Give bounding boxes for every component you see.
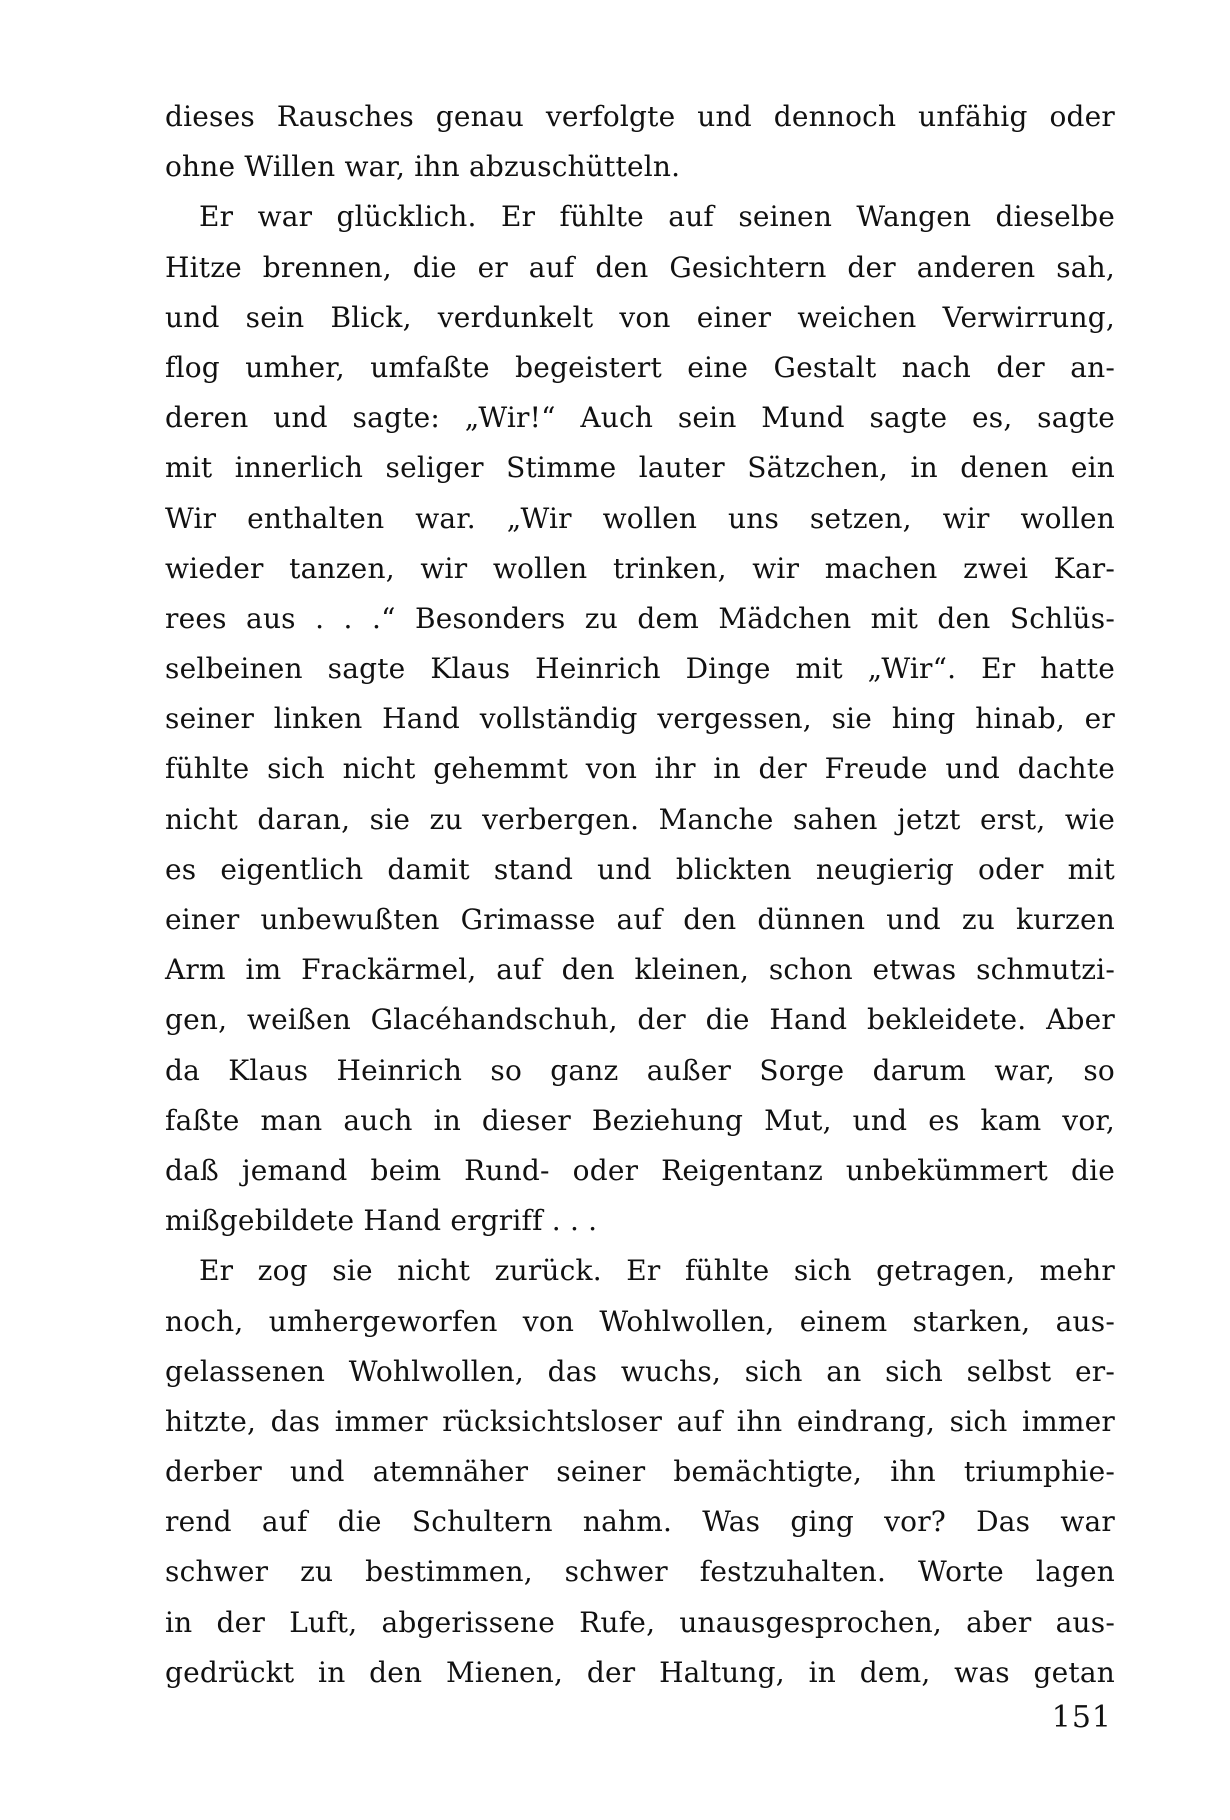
- text-line: Er war glücklich. Er fühlte auf seinen Wangen dieselbe: [199, 200, 1115, 234]
- text-line: wieder tanzen, wir wollen trinken, wir machen zwei Kar-: [165, 551, 1115, 585]
- text-line: dieses Rausches genau verfolgte und dennoch unfähig oder: [165, 100, 1115, 133]
- text-line: hitzte, das immer rücksichtsloser auf ihn eindrang, sich immer: [165, 1404, 1115, 1438]
- text-line: fühlte sich nicht gehemmt von ihr in der Freude und dachte: [165, 752, 1115, 786]
- text-line: in der Luft, abgerissene Rufe, unausgesprochen, aber aus-: [165, 1605, 1115, 1639]
- text-line: rend auf die Schultern nahm. Was ging vor? Das war: [165, 1505, 1115, 1539]
- text-line: Hitze brennen, die er auf den Gesichtern der anderen sah,: [165, 250, 1115, 284]
- text-line: faßte man auch in dieser Beziehung Mut, und es kam vor,: [165, 1103, 1115, 1137]
- text-line: selbeinen sagte Klaus Heinrich Dinge mit „Wir“. Er hatte: [165, 652, 1115, 686]
- text-line: seiner linken Hand vollständig vergessen, sie hing hinab, er: [165, 702, 1115, 736]
- text-line: derber und atemnäher seiner bemächtigte, ihn triumphie-: [165, 1455, 1115, 1489]
- text-line: flog umher, umfaßte begeistert eine Gestalt nach der an-: [165, 350, 1115, 384]
- body-text: [165, 92, 1115, 1698]
- text-line: noch, umhergeworfen von Wohlwollen, einem starken, aus-: [165, 1304, 1115, 1338]
- text-line: nicht daran, sie zu verbergen. Manche sahen jetzt erst, wie: [165, 802, 1115, 836]
- text-line: rees aus . . .“ Besonders zu dem Mädchen mit den Schlüs-: [165, 601, 1115, 635]
- text-line: und sein Blick, verdunkelt von einer weichen Verwirrung,: [165, 300, 1115, 334]
- text-line: ohne Willen war, ihn abzuschütteln.: [165, 150, 681, 184]
- text-line: Wir enthalten war. „Wir wollen uns setzen, wir wollen: [165, 501, 1115, 535]
- page-number: 151: [1051, 1700, 1112, 1735]
- text-line: schwer zu bestimmen, schwer festzuhalten. Worte lagen: [165, 1555, 1115, 1589]
- text-line: gelassenen Wohlwollen, das wuchs, sich an sich selbst er-: [165, 1354, 1115, 1388]
- text-line: Arm im Frackärmel, auf den kleinen, schon etwas schmutzi-: [165, 953, 1115, 987]
- text-line: einer unbewußten Grimasse auf den dünnen und zu kurzen: [165, 903, 1115, 936]
- text-line: Er zog sie nicht zurück. Er fühlte sich getragen, mehr: [199, 1254, 1115, 1288]
- text-line: da Klaus Heinrich so ganz außer Sorge darum war, so: [165, 1053, 1115, 1087]
- text-line: mit innerlich seliger Stimme lauter Sätzchen, in denen ein: [165, 451, 1115, 485]
- text-line: deren und sagte: „Wir!“ Auch sein Mund sagte es, sagte: [165, 401, 1115, 435]
- text-line: mißgebildete Hand ergriff . . .: [165, 1204, 598, 1238]
- text-line: gen, weißen Glacéhandschuh, der die Hand bekleidete. Aber: [165, 1003, 1115, 1037]
- text-line: es eigentlich damit stand und blickten neugierig oder mit: [165, 852, 1115, 886]
- text-line: gedrückt in den Mienen, der Haltung, in dem, was getan: [165, 1655, 1115, 1689]
- text-line: daß jemand beim Rund- oder Reigentanz unbekümmert die: [165, 1153, 1115, 1187]
